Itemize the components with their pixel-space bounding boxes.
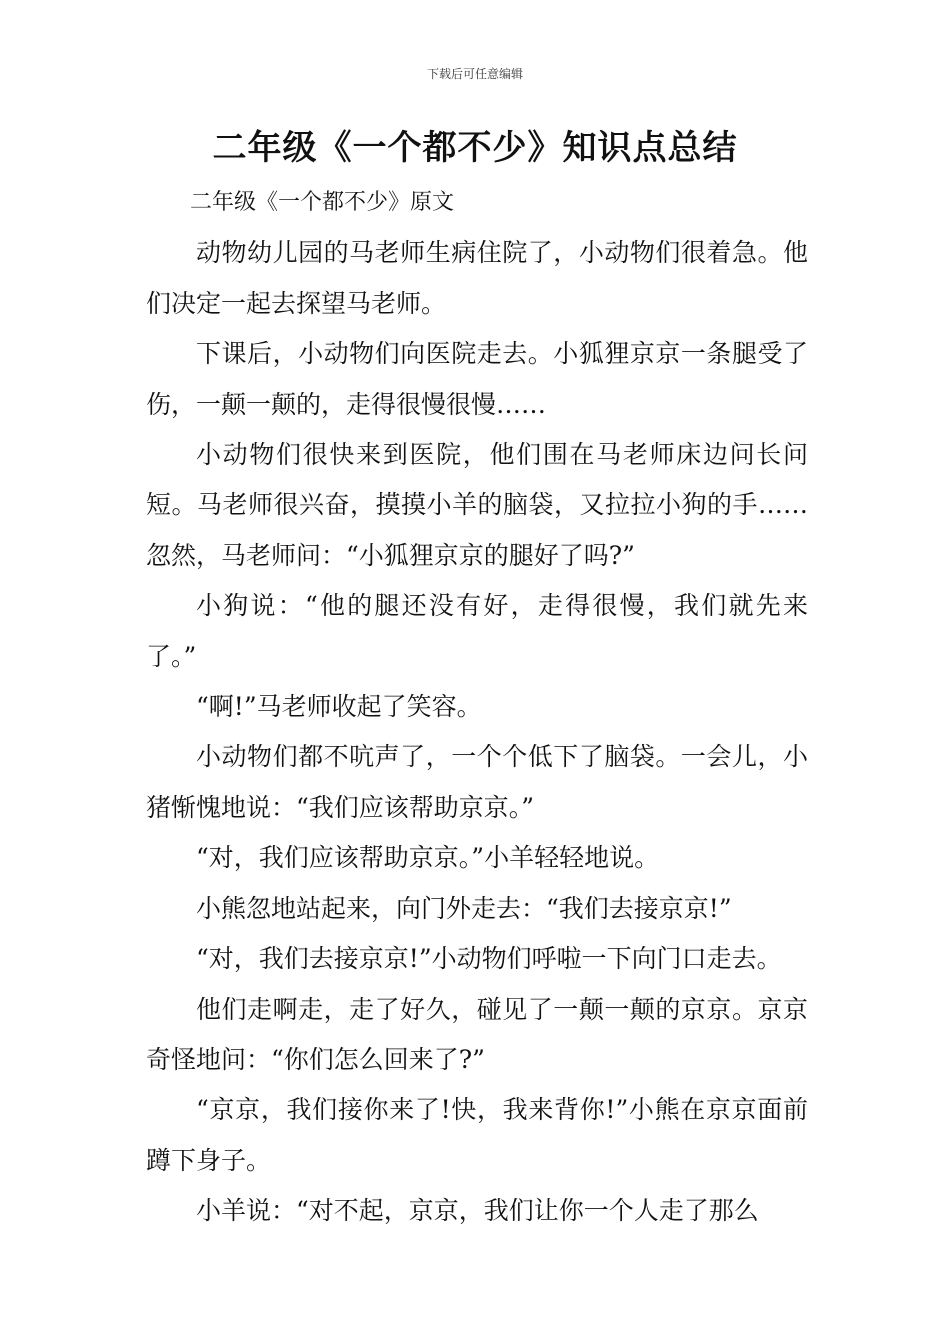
paragraph: “对，我们去接京京!”小动物们呼啦一下向门口走去。 [196, 944, 782, 974]
header-note: 下载后可任意编辑 [426, 67, 523, 81]
paragraph: 小动物们都不吭声了，一个个低下了脑袋。一会儿，小猪惭愧地说：“我们应该帮助京京。” [146, 742, 808, 822]
paragraph: “对，我们应该帮助京京。”小羊轻轻地说。 [196, 843, 660, 873]
page-title: 二年级《一个都不少》知识点总结 [212, 128, 738, 168]
paragraph: 小熊忽地站起来，向门外走去：“我们去接京京!” [196, 893, 732, 923]
paragraph: 小羊说：“对不起，京京，我们让你一个人走了那么 [196, 1196, 759, 1226]
section-subheading: 二年级《一个都不少》原文 [190, 190, 455, 215]
paragraph: 下课后，小动物们向医院走去。小狐狸京京一条腿受了伤，一颠一颠的，走得很慢很慢…… [146, 339, 808, 419]
paragraph: 他们走啊走，走了好久，碰见了一颠一颠的京京。京京奇怪地问：“你们怎么回来了?” [146, 994, 808, 1074]
paragraph: “啊!”马老师收起了笑容。 [196, 692, 482, 722]
paragraph: 小动物们很快来到医院，他们围在马老师床边问长问短。马老师很兴奋，摸摸小羊的脑袋，又拉拉小狗的手……忽然，马老师问：“小狐狸京京的腿好了吗?” [146, 440, 808, 570]
body-text [146, 178, 808, 1237]
paragraph: “京京，我们接你来了!快，我来背你!”小熊在京京面前蹲下身子。 [146, 1095, 808, 1175]
paragraph: 小狗说：“他的腿还没有好，走得很慢，我们就先来了。” [146, 591, 808, 671]
paragraph: 动物幼儿园的马老师生病住院了，小动物们很着急。他们决定一起去探望马老师。 [146, 238, 808, 318]
